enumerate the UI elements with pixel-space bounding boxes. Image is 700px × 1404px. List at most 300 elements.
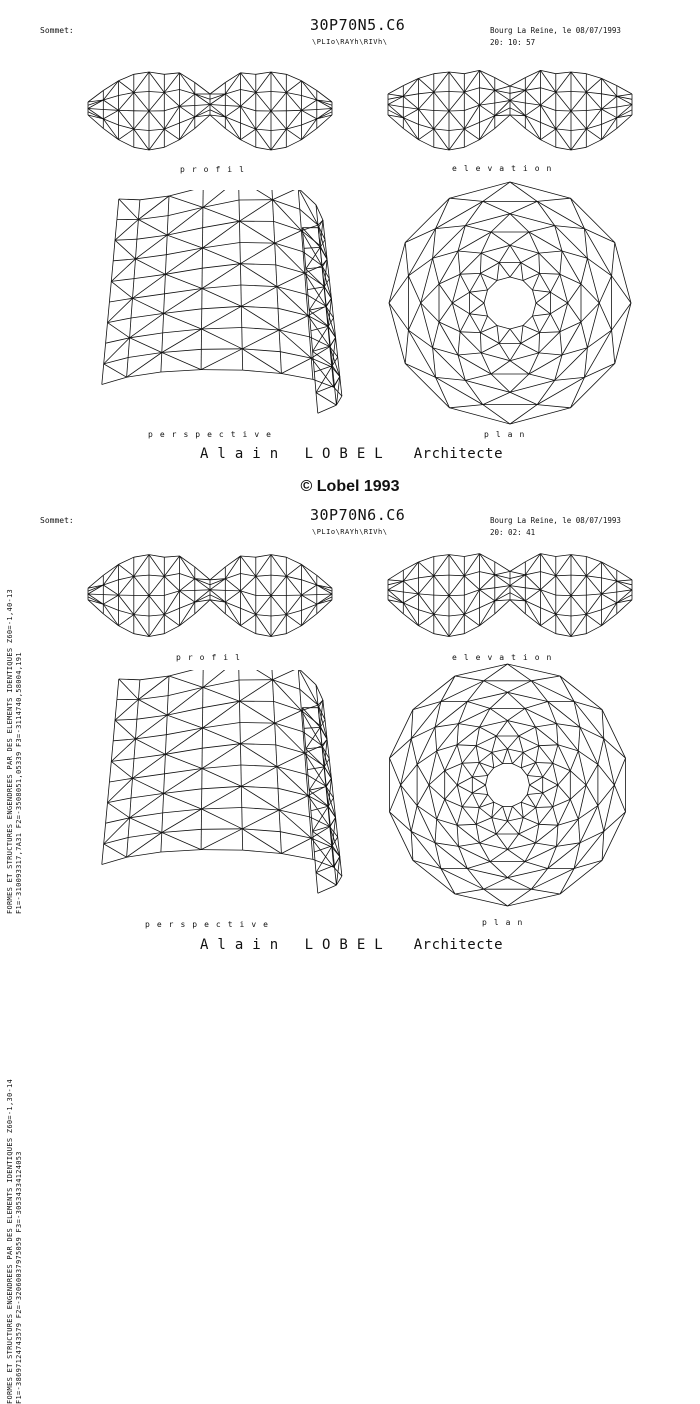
mesh-edge [165, 728, 202, 754]
mesh-edge [165, 268, 202, 274]
mesh-edge [459, 724, 480, 727]
mesh-edge [167, 216, 168, 236]
mesh-edge [483, 201, 510, 213]
mesh-edge [165, 274, 202, 288]
mesh-edge [553, 785, 558, 807]
mesh-edge [271, 670, 272, 680]
mesh-edge [309, 767, 324, 790]
mesh-edge [403, 109, 418, 118]
mesh-edge [389, 243, 405, 304]
mesh-edge [301, 711, 320, 726]
mesh-edge [523, 281, 533, 291]
mesh-edge [586, 92, 601, 94]
mesh-edge [306, 294, 326, 306]
mesh-edge [529, 226, 555, 232]
mesh-edge [536, 724, 557, 727]
mesh-edge [241, 93, 256, 107]
mesh-edge [202, 285, 241, 289]
mesh-edge [571, 555, 586, 576]
mesh-edge [480, 588, 495, 590]
mesh-edge [557, 724, 558, 745]
mesh-edge [464, 626, 479, 634]
mesh-edge [389, 276, 408, 303]
mesh-edge [434, 576, 449, 596]
mesh-edge [202, 289, 241, 307]
mesh-edge [586, 626, 601, 634]
mesh-edge [168, 196, 169, 216]
mesh-edge [464, 590, 479, 595]
mesh-edge [210, 105, 225, 106]
mesh-edge [203, 243, 240, 249]
mesh-edge [540, 314, 551, 333]
mesh-edge [202, 306, 242, 329]
mesh-edge [525, 862, 548, 869]
mesh-edge [242, 328, 279, 331]
mesh-edge [488, 281, 498, 291]
mesh-edge [580, 727, 604, 738]
mesh-edge [180, 556, 195, 579]
mesh-edge [525, 590, 540, 601]
mesh-edge [303, 732, 322, 746]
mesh-edge [271, 93, 286, 112]
mesh-edge [457, 724, 458, 745]
mesh-edge [277, 767, 278, 789]
mesh-edge [602, 128, 617, 139]
mesh-edge [612, 303, 631, 330]
mesh-edge [113, 240, 115, 261]
mesh-edge [201, 349, 242, 370]
mesh-edge [104, 364, 127, 377]
architect-role: Architecte [414, 446, 503, 462]
mesh-edge [138, 680, 140, 700]
mesh-edge [240, 723, 241, 744]
mesh-edge [164, 140, 179, 148]
mesh-edge [389, 303, 408, 330]
mesh-edge [305, 273, 324, 286]
mesh-edge [536, 763, 543, 778]
mesh-edge [521, 795, 527, 803]
mesh-edge [510, 600, 525, 614]
mesh-edge [286, 564, 301, 576]
mesh-edge [210, 94, 225, 99]
mesh-edge [599, 303, 611, 330]
mesh-edge [449, 614, 464, 636]
mesh-edge [309, 287, 324, 310]
mesh-edge [202, 809, 243, 829]
mesh-edge [525, 702, 548, 709]
mesh-edge [460, 273, 480, 274]
mesh-edge [449, 72, 464, 74]
mesh-edge [457, 745, 462, 763]
mesh-edge [115, 719, 137, 720]
mesh-edge [149, 92, 164, 93]
mesh-edge [541, 129, 556, 140]
mesh-edge [241, 767, 277, 787]
elevation-view [380, 60, 640, 160]
mesh-edge [556, 596, 571, 615]
mesh-edge [103, 595, 118, 604]
mesh-edge [316, 393, 336, 406]
mesh-edge [434, 72, 449, 74]
mesh-edge [571, 575, 586, 576]
mesh-edge [166, 235, 167, 255]
mesh-edge [241, 285, 277, 287]
mesh-edge [280, 832, 311, 838]
mesh-edge [417, 764, 429, 785]
mesh-edge [280, 352, 311, 358]
mesh-edge [541, 576, 556, 590]
mesh-edge [240, 200, 273, 222]
mesh-edge [256, 147, 271, 150]
mesh-edge [527, 785, 529, 795]
mesh-edge [484, 290, 488, 303]
mesh-edge [472, 785, 485, 793]
mesh-edge [449, 111, 464, 129]
place-date: Bourg La Reine, le 08/07/1993 [490, 516, 621, 525]
mesh-edge [149, 555, 164, 577]
mesh-edge [508, 692, 526, 708]
mesh-edge [508, 681, 532, 693]
mesh-edge [434, 555, 449, 576]
mesh-edge [203, 248, 241, 264]
mesh-edge [113, 720, 115, 741]
mesh-edge [457, 785, 472, 793]
mesh-edge [163, 793, 164, 813]
mesh-edge [612, 243, 615, 276]
mesh-edge [134, 555, 149, 577]
mesh-edge [586, 129, 601, 140]
mesh-edge [279, 330, 280, 352]
mesh-edge [480, 105, 495, 116]
mesh-edge [241, 574, 256, 577]
mesh-edge [536, 763, 553, 764]
mesh-edge [275, 723, 276, 745]
mesh-edge [450, 198, 483, 201]
mesh-edge [166, 728, 202, 735]
mesh-edge [571, 634, 586, 637]
mesh-edge [586, 140, 601, 148]
mesh-edge [510, 182, 537, 201]
mesh-edge [470, 273, 481, 292]
architect-name: Alain LOBEL [200, 937, 392, 953]
mesh-edge [127, 372, 161, 377]
mesh-edge [571, 198, 615, 242]
mesh-edge [556, 614, 571, 636]
signature [200, 937, 503, 953]
mesh-edge [164, 793, 202, 809]
mesh-edge [480, 128, 495, 139]
mesh-edge [103, 110, 118, 111]
mesh-edge [298, 670, 300, 689]
mesh-edge [273, 680, 274, 702]
mesh-edge [450, 408, 511, 424]
mesh-edge [241, 786, 278, 788]
mesh-edge [510, 263, 521, 277]
mesh-edge [256, 615, 271, 616]
mesh-edge [525, 70, 540, 90]
profil-label: profil [180, 165, 251, 174]
profil-view [80, 542, 340, 647]
mesh-edge [149, 72, 164, 74]
mesh-edge [167, 235, 202, 248]
mesh-edge [479, 752, 492, 762]
mesh-edge [127, 833, 162, 858]
mesh-edge [134, 739, 136, 759]
mesh-edge [449, 634, 464, 637]
mesh-edge [119, 679, 139, 700]
mesh-edge [134, 129, 149, 150]
profil-view [80, 60, 340, 160]
mesh-edge [103, 595, 118, 596]
mesh-edge [106, 818, 130, 823]
mesh-edge [450, 182, 511, 198]
mesh-edge [308, 770, 310, 791]
mesh-edge [203, 221, 240, 248]
mesh-edge [286, 74, 301, 81]
mesh-edge [298, 190, 300, 209]
mesh-edge [462, 793, 472, 807]
mesh-edge [134, 93, 149, 112]
mesh-edge [490, 692, 508, 708]
mesh-edge [256, 72, 271, 93]
mesh-edge [103, 564, 118, 575]
mesh-edge [434, 92, 449, 93]
mesh-edge [134, 72, 149, 74]
mesh-edge [539, 253, 540, 273]
drawing-time: 20: 10: 57 [490, 38, 535, 47]
mesh-edge [241, 306, 242, 327]
mesh-edge [195, 94, 210, 105]
mesh-edge [271, 596, 286, 615]
mesh-edge [571, 111, 586, 112]
mesh-edge [586, 557, 601, 563]
mesh-edge [225, 579, 240, 591]
mesh-edge [533, 290, 537, 303]
mesh-edge [519, 736, 524, 752]
mesh-edge [510, 408, 571, 424]
mesh-edge [523, 752, 536, 762]
mesh-edge [316, 873, 318, 894]
mesh-edge [510, 115, 525, 116]
mesh-edge [225, 614, 240, 626]
mesh-edge [240, 680, 273, 702]
mesh-edge [494, 802, 503, 806]
mesh-edge [510, 78, 525, 86]
side-caption-line-1: FORMES ET STRUCTURES ENGENDREES PAR DES ELEMENTS IDENTIQUES Z60=-1,40-13 [6, 589, 14, 914]
mesh-edge [202, 306, 242, 309]
mesh-edge [419, 78, 434, 92]
mesh-edge [134, 555, 149, 558]
mesh-edge [540, 273, 560, 274]
mesh-edge [519, 818, 524, 834]
mesh-edge [508, 821, 519, 834]
mesh-edge [536, 843, 557, 846]
mesh-edge [133, 778, 164, 793]
mesh-edge [435, 819, 437, 843]
mesh-edge [541, 614, 556, 625]
mesh-edge [241, 140, 256, 148]
mesh-edge [525, 554, 540, 575]
mesh-edge [239, 670, 273, 680]
mesh-edge [540, 332, 560, 333]
mesh-edge [203, 728, 241, 744]
mesh-edge [419, 594, 434, 595]
mesh-edge [495, 115, 510, 116]
mesh-edge [203, 687, 240, 701]
mesh-edge [492, 749, 508, 753]
mesh-edge [413, 860, 455, 894]
mesh-edge [306, 294, 308, 315]
mesh-edge [281, 358, 311, 373]
mesh-edge [138, 700, 167, 716]
mesh-edge [210, 94, 225, 105]
mesh-edge [536, 825, 558, 843]
mesh-edge [417, 806, 435, 843]
mesh-edge [167, 715, 202, 728]
mesh-edge [419, 594, 434, 615]
mesh-edge [242, 829, 281, 854]
mesh-edge [586, 785, 598, 806]
architect-name: Alain LOBEL [200, 446, 392, 462]
mesh-edge [512, 802, 521, 806]
mesh-edge [119, 125, 134, 129]
mesh-edge [419, 562, 434, 576]
mesh-edge [571, 198, 585, 228]
mesh-edge [586, 109, 601, 110]
mesh-edge [495, 78, 510, 86]
mesh-edge [510, 115, 525, 128]
mesh-edge [389, 303, 405, 364]
mesh-edge [279, 330, 310, 337]
mesh-edge [557, 819, 579, 846]
mesh-edge [127, 353, 162, 378]
mesh-edge [449, 614, 464, 616]
mesh-edge [88, 594, 103, 595]
mesh-edge [164, 576, 179, 591]
mesh-edge [556, 72, 571, 74]
mesh-edge [281, 374, 313, 380]
mesh-edge [472, 793, 479, 808]
mesh-edge [309, 790, 311, 811]
mesh-edge [104, 818, 130, 844]
mesh-edge [455, 676, 484, 681]
mesh-edge [286, 125, 301, 129]
mesh-edge [403, 128, 418, 139]
mesh-edge [130, 813, 163, 818]
mesh-edge [202, 786, 242, 789]
mesh-edge [256, 111, 271, 129]
mesh-edge [503, 806, 508, 821]
mesh-edge [441, 681, 484, 702]
mesh-edge [434, 575, 449, 576]
mesh-edge [519, 736, 539, 746]
mesh-edge [280, 352, 281, 374]
mesh-edge [130, 333, 163, 338]
mesh-edge [316, 873, 336, 886]
mesh-edge [510, 86, 525, 90]
mesh-edge [242, 810, 279, 829]
mesh-edge [240, 243, 275, 244]
mesh-edge [134, 92, 149, 93]
mesh-edge [276, 265, 277, 287]
mesh-edge [203, 190, 239, 207]
mesh-edge [202, 786, 242, 809]
mesh-edge [495, 115, 510, 128]
mesh-edge [413, 676, 455, 710]
mesh-edge [523, 746, 539, 753]
mesh-edge [449, 595, 464, 596]
mesh-edge [201, 829, 242, 850]
sommet-label: Sommet: [40, 516, 74, 525]
mesh-edge [571, 129, 586, 131]
mesh-edge [491, 361, 510, 374]
mesh-edge [115, 700, 117, 721]
mesh-edge [130, 818, 162, 833]
mesh-edge [450, 405, 483, 408]
mesh-edge [541, 105, 556, 110]
mesh-edge [495, 86, 510, 90]
mesh-edge [602, 109, 617, 118]
mesh-edge [530, 777, 543, 785]
mesh-edge [556, 129, 571, 131]
mesh-edge [419, 129, 434, 140]
mesh-edge [403, 594, 418, 603]
mesh-edge [271, 129, 286, 150]
mesh-edge [300, 209, 318, 225]
mesh-edge [558, 819, 578, 825]
mesh-edge [408, 303, 420, 330]
mesh-edge [111, 761, 132, 778]
mesh-edge [256, 576, 271, 595]
mesh-edge [464, 129, 479, 140]
mesh-edge [536, 793, 543, 808]
mesh-edge [240, 744, 277, 767]
mesh-edge [434, 614, 449, 636]
mesh-edge [519, 727, 536, 736]
mesh-edge [133, 279, 135, 299]
mesh-edge [119, 615, 134, 626]
mesh-edge [279, 810, 280, 832]
mesh-edge [314, 846, 332, 852]
mesh-edge [180, 128, 195, 139]
mesh-edge [403, 78, 418, 85]
mesh-edge [556, 575, 571, 576]
mesh-edge [119, 199, 140, 200]
mesh-edge [225, 590, 240, 591]
mesh-edge [109, 761, 111, 782]
mesh-edge [449, 555, 464, 557]
mesh-edge [162, 833, 201, 850]
mesh-edge [586, 74, 601, 79]
side-caption-line-1: FORMES ET STRUCTURES ENGENDREES PAR DES ELEMENTS IDENTIQUES Z60=-1,30-14 [6, 1079, 14, 1404]
mesh-edge [553, 745, 558, 763]
mesh-edge [240, 723, 275, 724]
mesh-edge [602, 710, 625, 759]
mesh-edge [300, 689, 302, 710]
mesh-edge [533, 314, 551, 316]
mesh-edge [465, 226, 491, 232]
mesh-edge [464, 614, 479, 625]
mesh-edge [131, 298, 133, 318]
mesh-edge [464, 105, 479, 110]
mesh-edge [274, 221, 275, 243]
mesh-edge [203, 701, 240, 728]
place-date: Bourg La Reine, le 08/07/1993 [490, 26, 621, 35]
mesh-edge [571, 147, 586, 150]
mesh-edge [298, 190, 318, 225]
mesh-edge [273, 670, 299, 680]
mesh-edge [195, 590, 210, 591]
